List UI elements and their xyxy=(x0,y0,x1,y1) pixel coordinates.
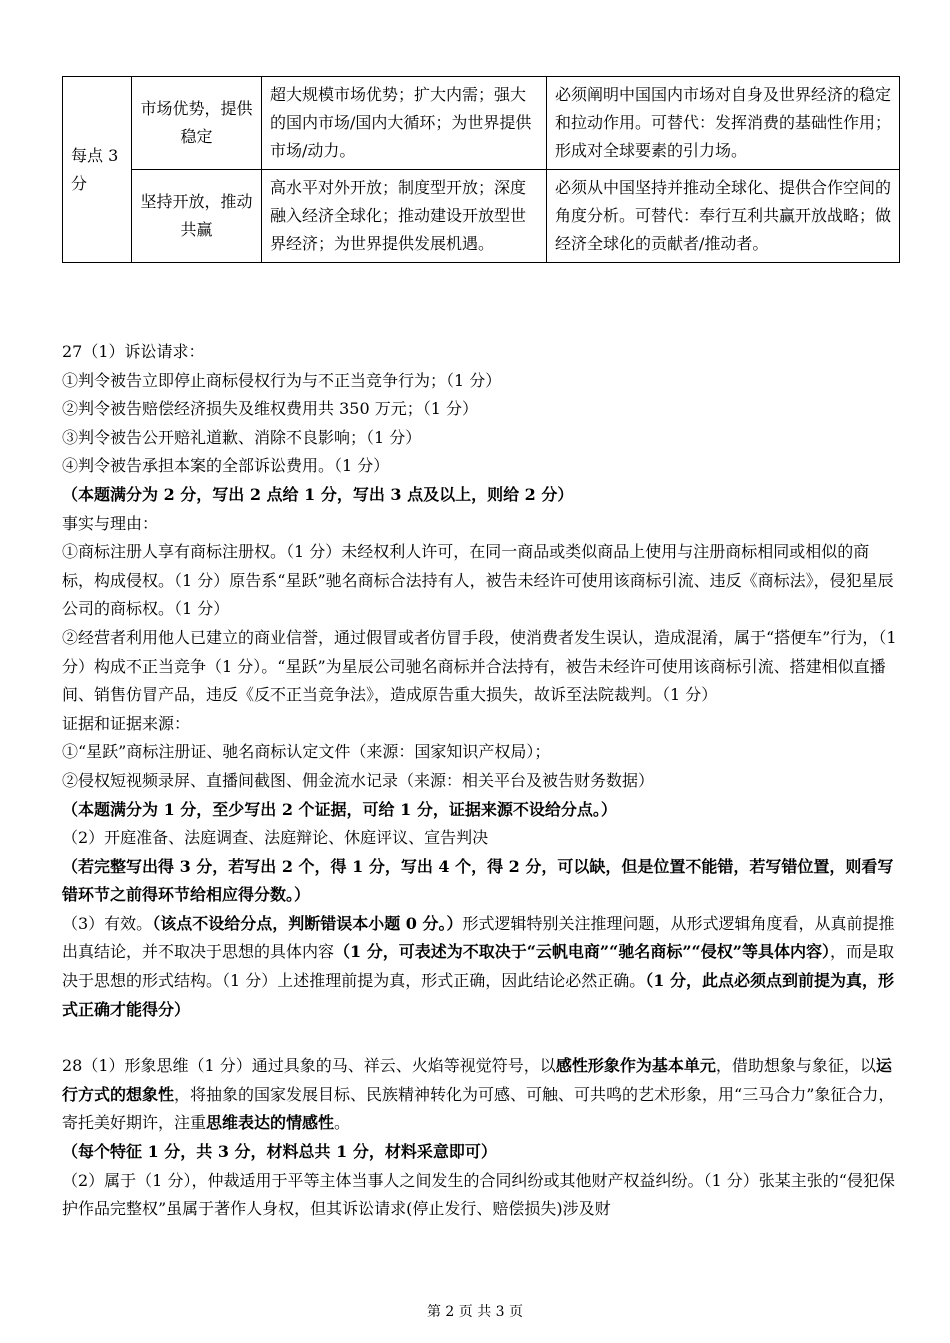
fact-paragraph: ②经营者利用他人已建立的商业信誉，通过假冒或者仿冒手段，使消费者发生误认，造成混淆，属于“搭便车”行为，（1 分）构成不正当竞争（1 分）。“星跃”为星辰公司驰名商标并合法持有，被告未经许可使用该商标引流、搭建相似直播间、销售仿冒产品，违反《反不正当竞争法》，造成原告重大损失，故诉至法院裁判。（1 分） xyxy=(62,627,897,705)
part2-scoring-note: （若完整写出得 3 分，若写出 2 个，得 1 分，写出 4 个，得 2 分，可以缺，但是位置不能错，若写错位置，则看写错环节之前得环节给相应得分数。） xyxy=(62,856,894,905)
q28-text: 28（1）形象思维（1 分）通过具象的马、祥云、火焰等视觉符号，以 xyxy=(62,1056,556,1076)
claim-item: ①判令被告立即停止商标侵权行为与不正当竞争行为；（1 分） xyxy=(62,370,502,390)
part3-answer xyxy=(62,910,900,1024)
q28-scoring-note: （每个特征 1 分，共 3 分，材料总共 1 分，材料采意即可） xyxy=(62,1142,497,1162)
point-cell: 坚持开放，推动共赢 xyxy=(132,170,262,263)
part3-note: （该点不设给分点，判断错误本小题 0 分。） xyxy=(152,913,463,933)
point-cell: 市场优势，提供稳定 xyxy=(132,77,262,170)
q28-part1 xyxy=(62,1052,900,1138)
scoring-table xyxy=(62,76,900,263)
table-row xyxy=(63,77,900,170)
keywords-cell: 超大规模市场优势；扩大内需；强大的国内市场/国内大循环；为世界提供市场/动力。 xyxy=(262,77,547,170)
claim-item: ④判令被告承担本案的全部诉讼费用。（1 分） xyxy=(62,456,390,476)
claim-item: ②判令被告赔偿经济损失及维权费用共 350 万元；（1 分） xyxy=(62,399,478,419)
evidence-heading: 证据和证据来源： xyxy=(62,713,191,733)
q27-heading: 27（1）诉讼请求： xyxy=(62,342,205,361)
answer-body xyxy=(62,338,900,1224)
fact-paragraph: ①商标注册人享有商标注册权。（1 分）未经权利人许可，在同一商品或类似商品上使用与注册商标相同或相似的商标，构成侵权。（1 分）原告系“星跃”驰名商标合法持有人，被告未经许可使用该商标引流、违反《商标法》，侵犯星辰公司的商标权。（1 分） xyxy=(62,542,894,619)
evidence-scoring-note: （本题满分为 1 分，至少写出 2 个证据，可给 1 分，证据来源不设给分点。） xyxy=(62,799,617,819)
q28-text: ，将抽象的国家发展目标、民族精神转化为可感、可触、可共鸣的艺术形象，用“三马合力”象征合力，寄托美好期许，注重 xyxy=(62,1084,895,1133)
section-gap xyxy=(62,1024,900,1052)
evidence-item: ②侵权短视频录屏、直播间截图、佣金流水记录（来源：相关平台及被告财务数据） xyxy=(62,770,655,790)
q28-text: ，借助想象与象征，以 xyxy=(715,1056,876,1076)
part3-note: （1 分，可表述为不取决于“云帆电商”“驰名商标”“侵权”等具体内容） xyxy=(334,942,830,962)
evidence-item: ①“星跃”商标注册证、驰名商标认定文件（来源：国家知识产权局）； xyxy=(62,742,551,762)
score-cell: 每点 3 分 xyxy=(63,77,132,263)
part3-text: ，而是取决于思想的形式结构。（1 分）上述推理前提为真，形式正确，因此结论必然正确。 xyxy=(62,942,894,991)
requirement-cell: 必须从中国坚持并推动全球化、提供合作空间的角度分析。可替代：奉行互利共赢开放战略；做经济全球化的贡献者/推动者。 xyxy=(547,170,900,263)
requirement-cell: 必须阐明中国国内市场对自身及世界经济的稳定和拉动作用。可替代：发挥消费的基础性作用；形成对全球要素的引力场。 xyxy=(547,77,900,170)
table-row xyxy=(63,170,900,263)
part3-note: （1 分，此点必须点到前提为真，形式正确才能得分） xyxy=(62,971,894,1019)
q28-keyword: 感性形象作为基本单元 xyxy=(555,1056,716,1076)
claims-scoring-note: （本题满分为 2 分，写出 2 点给 1 分，写出 3 点及以上，则给 2 分） xyxy=(62,484,574,504)
part3-text: （3）有效。 xyxy=(62,913,153,933)
keywords-cell: 高水平对外开放；制度型开放；深度融入经济全球化；推动建设开放型世界经济；为世界提供发展机遇。 xyxy=(262,170,547,263)
claim-item: ③判令被告公开赔礼道歉、消除不良影响；（1 分） xyxy=(62,427,422,447)
q28-keyword: 运行方式的想象性 xyxy=(62,1056,892,1104)
part2-answer: （2）开庭准备、法庭调查、法庭辩论、休庭评议、宣告判决 xyxy=(62,828,489,848)
part3-text: 形式逻辑特别关注推理问题，从形式逻辑角度看，从真前提推出真结论，并不取决于思想的具体内容 xyxy=(62,913,895,962)
facts-heading: 事实与理由： xyxy=(62,513,159,533)
q28-text: 。 xyxy=(334,1113,351,1133)
q28-part2: （2）属于（1 分），仲裁适用于平等主体当事人之间发生的合同纠纷或其他财产权益纠纷。（1 分）张某主张的“侵犯保护作品完整权”虽属于著作人身权，但其诉讼请求(停止发行、赔偿损失)涉及财 xyxy=(62,1170,895,1219)
q28-keyword: 思维表达的情感性 xyxy=(206,1113,335,1133)
page-footer: 第 2 页 共 3 页 xyxy=(426,1304,524,1320)
